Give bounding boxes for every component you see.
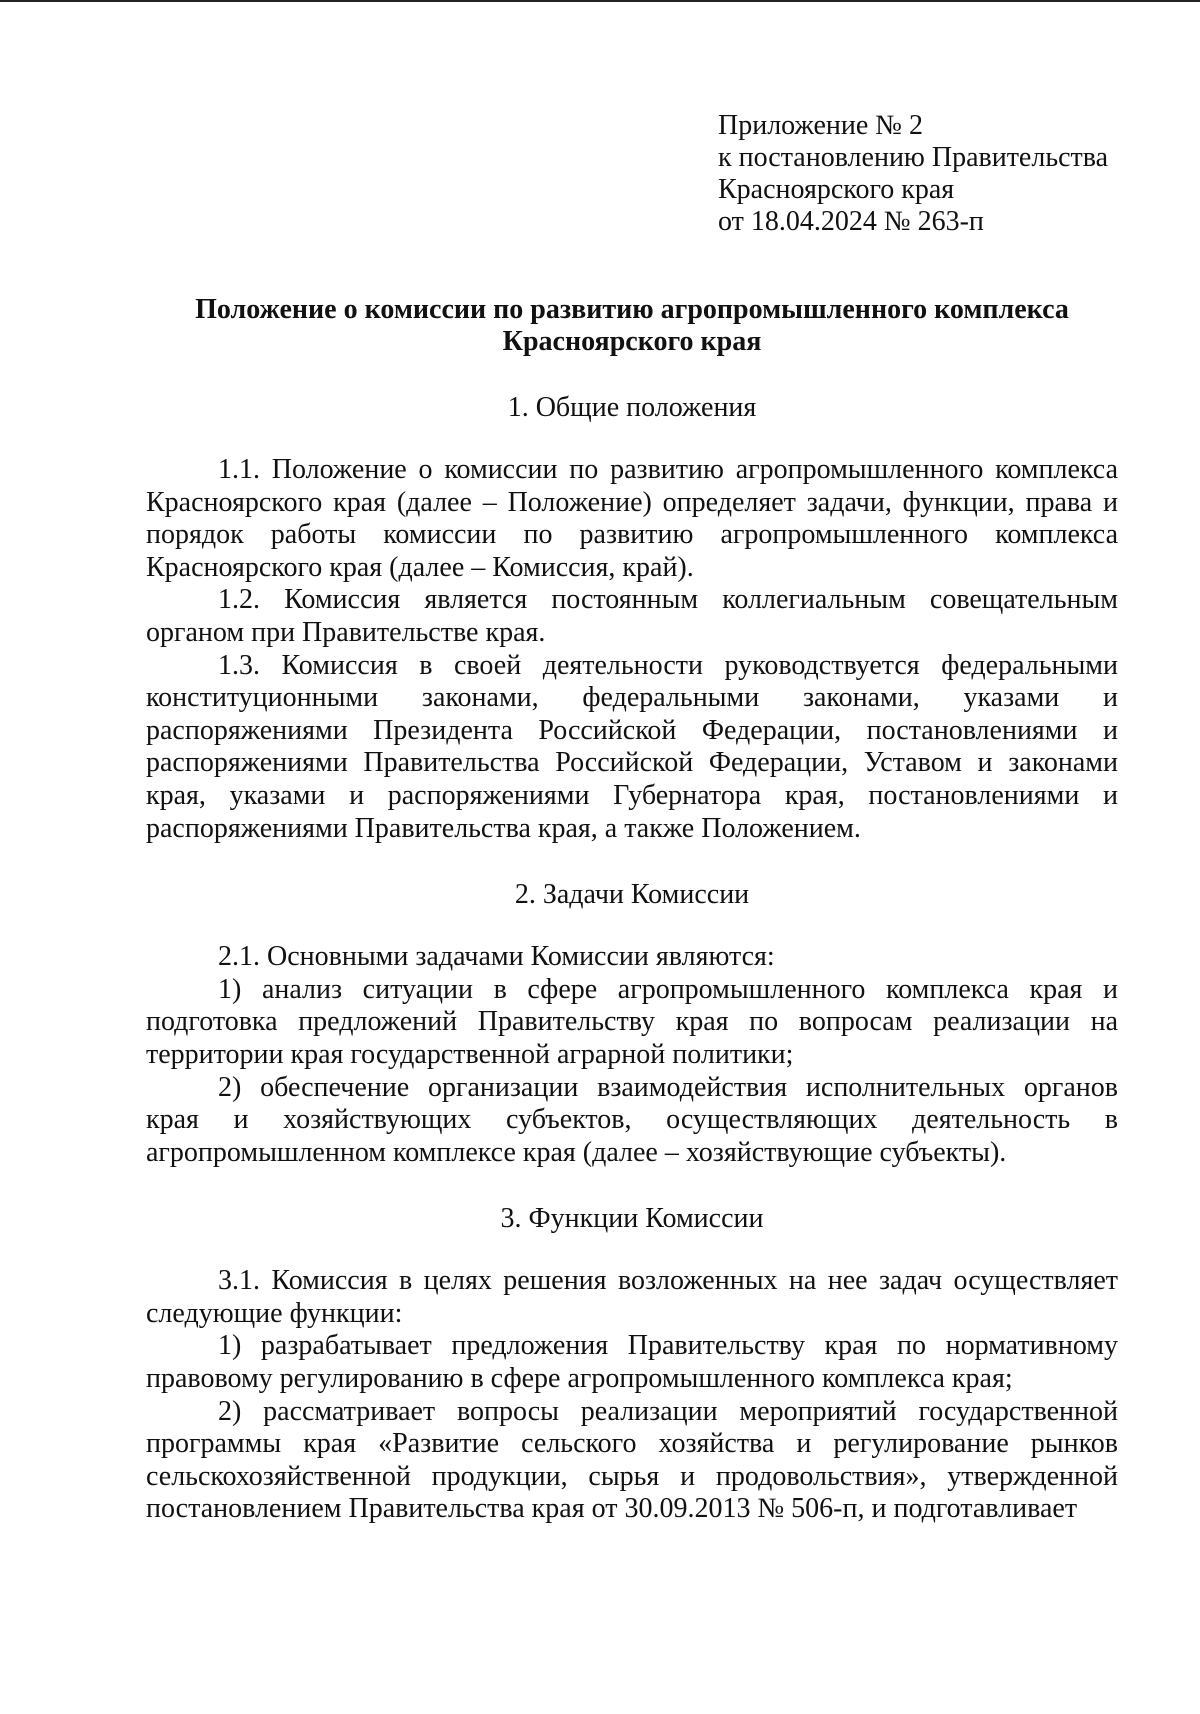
document-title-line-2: Красноярского края [502,326,762,357]
appendix-reference: к постановлению Правительства [718,142,1109,173]
document-page [146,110,1118,1526]
document-title [146,294,1118,358]
paragraph: 1.3. Комиссия в своей деятельности руководствуется федеральными конституционными законами, федеральными законами, указами и распоряжениями Президента Российской Федерации, постановлениями и распоряжениями Правительства Российской Федерации, Уставом и законами края, указами и распоряжениями Губернатора края, постановлениями и распоряжениями Правительства края, а также Положением. [146,649,1118,844]
paragraph: 1) анализ ситуации в сфере агропромышленного комплекса края и подготовка предложений Правительству края по вопросам реализации на территории края государственной аграрной политики; [146,973,1118,1070]
appendix-number: Приложение № 2 [718,110,923,141]
section-commission-tasks [146,879,1118,1169]
section-commission-functions [146,1203,1118,1526]
appendix-block [718,110,1118,238]
paragraph: 2) обеспечение организации взаимодействия исполнительных органов края и хозяйствующих субъектов, осуществляющих деятельность в агропромышленном комплексе края (далее – хозяйствующие субъекты). [146,1071,1118,1168]
document-title-line-1: Положение о комиссии по развитию агропромышленного комплекса [195,294,1069,325]
section-heading: 1. Общие положения [507,392,757,423]
appendix-date-number: от 18.04.2024 № 263-п [718,206,984,237]
scan-top-edge [0,0,1200,2]
paragraph: 2.1. Основными задачами Комиссии являются: [218,941,775,973]
paragraph: 2) рассматривает вопросы реализации мероприятий государственной программы края «Развитие сельского хозяйства и регулирование рынков сельскохозяйственной продукции, сырья и продовольствия», утвержденной постановлением Правительства края от 30.09.2013 № 506-п, и подготавливает [146,1395,1118,1525]
section-heading: 2. Задачи Комиссии [514,879,750,911]
section-general-provisions [146,392,1118,845]
paragraph: 1.2. Комиссия является постоянным коллегиальным совещательным органом при Правительстве края. [146,584,1118,648]
paragraph: 3.1. Комиссия в целях решения возложенных на нее задач осуществляет следующие функции: [146,1265,1118,1329]
section-heading: 3. Функции Комиссии [500,1203,764,1235]
paragraph: 1.1. Положение о комиссии по развитию агропромышленного комплекса Красноярского края (далее – Положение) определяет задачи, функции, права и порядок работы комиссии по развитию агропромышленного комплекса Красноярского края (далее – Комиссия, край). [146,454,1118,583]
appendix-region: Красноярского края [718,174,955,205]
paragraph: 1) разрабатывает предложения Правительству края по нормативному правовому регулированию в сфере агропромышленного комплекса края; [146,1330,1118,1395]
